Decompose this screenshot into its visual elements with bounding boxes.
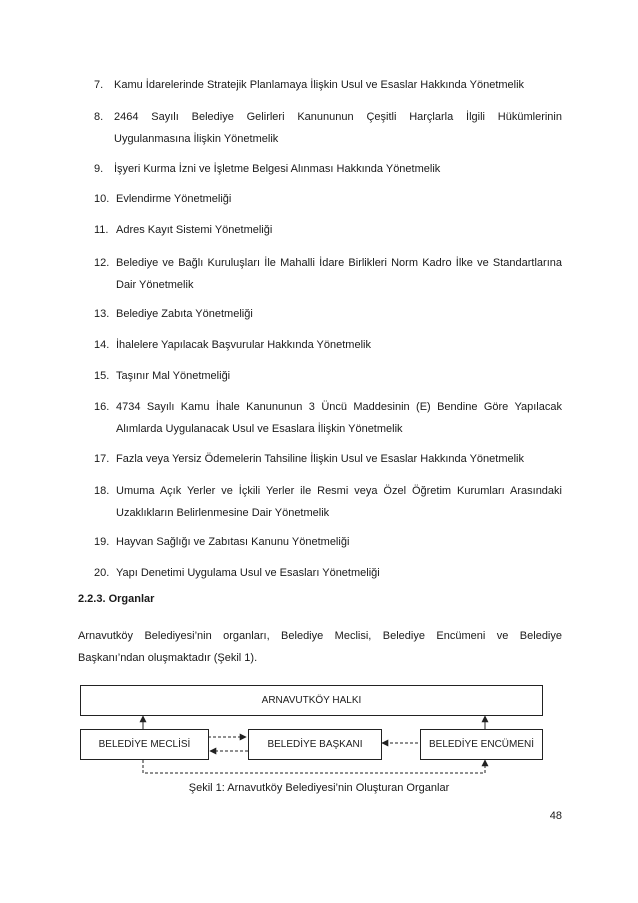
- list-item-number: 9.: [94, 163, 104, 175]
- list-item: [94, 480, 562, 524]
- list-item-number: 10.: [94, 193, 110, 205]
- list-item-number: 18.: [94, 485, 110, 497]
- list-item-number: 12.: [94, 257, 110, 269]
- list-item-text: Fazla veya Yersiz Ödemelerin Tahsiline İlişkin Usul ve Esaslar Hakkında Yönetmelik: [116, 453, 525, 465]
- list-item-number: 13.: [94, 308, 110, 320]
- list-item-text: Umuma Açık Yerler ve İçkili Yerler ile Resmi veya Özel Öğretim Kurumları Arasındaki Uzaklıkların Belirlenmesine Dair Yönetmelik: [116, 485, 562, 519]
- list-item: [94, 106, 562, 150]
- list-item-number: 7.: [94, 79, 104, 91]
- figure-caption: Şekil 1: Arnavutköy Belediyesi’nin Oluşturan Organlar: [188, 782, 450, 794]
- list-item-number: 11.: [94, 224, 109, 236]
- diagram-box-meclis: BELEDİYE MECLİSİ: [80, 729, 209, 760]
- list-item-number: 16.: [94, 401, 110, 413]
- diagram-box-baskan: BELEDİYE BAŞKANI: [248, 729, 382, 760]
- list-item-text: 4734 Sayılı Kamu İhale Kanununun 3 Üncü Maddesinin (E) Bendine Göre Yapılacak Alımlarda Uygulanacak Usul ve Esaslara İlişkin Yönetmelik: [116, 401, 562, 435]
- list-item: [94, 158, 562, 180]
- list-item-number: 19.: [94, 536, 110, 548]
- list-item-number: 20.: [94, 567, 110, 579]
- list-item-text: Belediye Zabıta Yönetmeliği: [116, 308, 253, 320]
- list-item-number: 8.: [94, 111, 104, 123]
- list-item-number: 14.: [94, 339, 110, 351]
- list-item: [94, 303, 562, 325]
- list-item-number: 15.: [94, 370, 110, 382]
- list-item-text: Adres Kayıt Sistemi Yönetmeliği: [116, 224, 273, 236]
- list-item: [94, 252, 562, 296]
- list-item-text: İşyeri Kurma İzni ve İşletme Belgesi Alınması Hakkında Yönetmelik: [114, 163, 441, 175]
- arrow-meclis-to-encumen: [143, 760, 485, 773]
- list-item: [94, 396, 562, 440]
- list-item-text: Evlendirme Yönetmeliği: [116, 193, 232, 205]
- list-item-text: Belediye ve Bağlı Kuruluşları İle Mahalli İdare Birlikleri Norm Kadro İlke ve Standartlarına Dair Yönetmelik: [116, 257, 562, 291]
- list-item: [94, 74, 562, 96]
- section-paragraph: Arnavutköy Belediyesi’nin organları, Belediye Meclisi, Belediye Encümeni ve Belediye Başkanı’ndan oluşmaktadır (Şekil 1).: [78, 630, 562, 664]
- list-item-text: Taşınır Mal Yönetmeliği: [116, 370, 231, 382]
- list-item-text: Yapı Denetimi Uygulama Usul ve Esasları Yönetmeliği: [116, 567, 380, 579]
- list-item-text: Hayvan Sağlığı ve Zabıtası Kanunu Yönetmeliği: [116, 536, 350, 548]
- list-item-number: 17.: [94, 453, 110, 465]
- diagram-box-halk: ARNAVUTKÖY HALKI: [80, 685, 543, 716]
- list-item: [94, 188, 562, 210]
- list-item-text: Kamu İdarelerinde Stratejik Planlamaya İlişkin Usul ve Esaslar Hakkında Yönetmelik: [114, 79, 525, 91]
- list-item: [94, 531, 562, 553]
- list-item-text: 2464 Sayılı Belediye Gelirleri Kanununun Çeşitli Harçlarla İlgili Hükümlerinin Uygulanmasına İlişkin Yönetmelik: [114, 111, 562, 145]
- list-item-text: İhalelere Yapılacak Başvurular Hakkında Yönetmelik: [116, 339, 371, 351]
- list-item: [94, 334, 562, 356]
- list-item: [94, 562, 562, 584]
- list-item: [94, 448, 562, 470]
- list-item: [94, 219, 562, 241]
- list-item: [94, 365, 562, 387]
- section-heading: 2.2.3. Organlar: [78, 593, 155, 605]
- page-number: 48: [549, 810, 562, 822]
- diagram-box-encumen: BELEDİYE ENCÜMENİ: [420, 729, 543, 760]
